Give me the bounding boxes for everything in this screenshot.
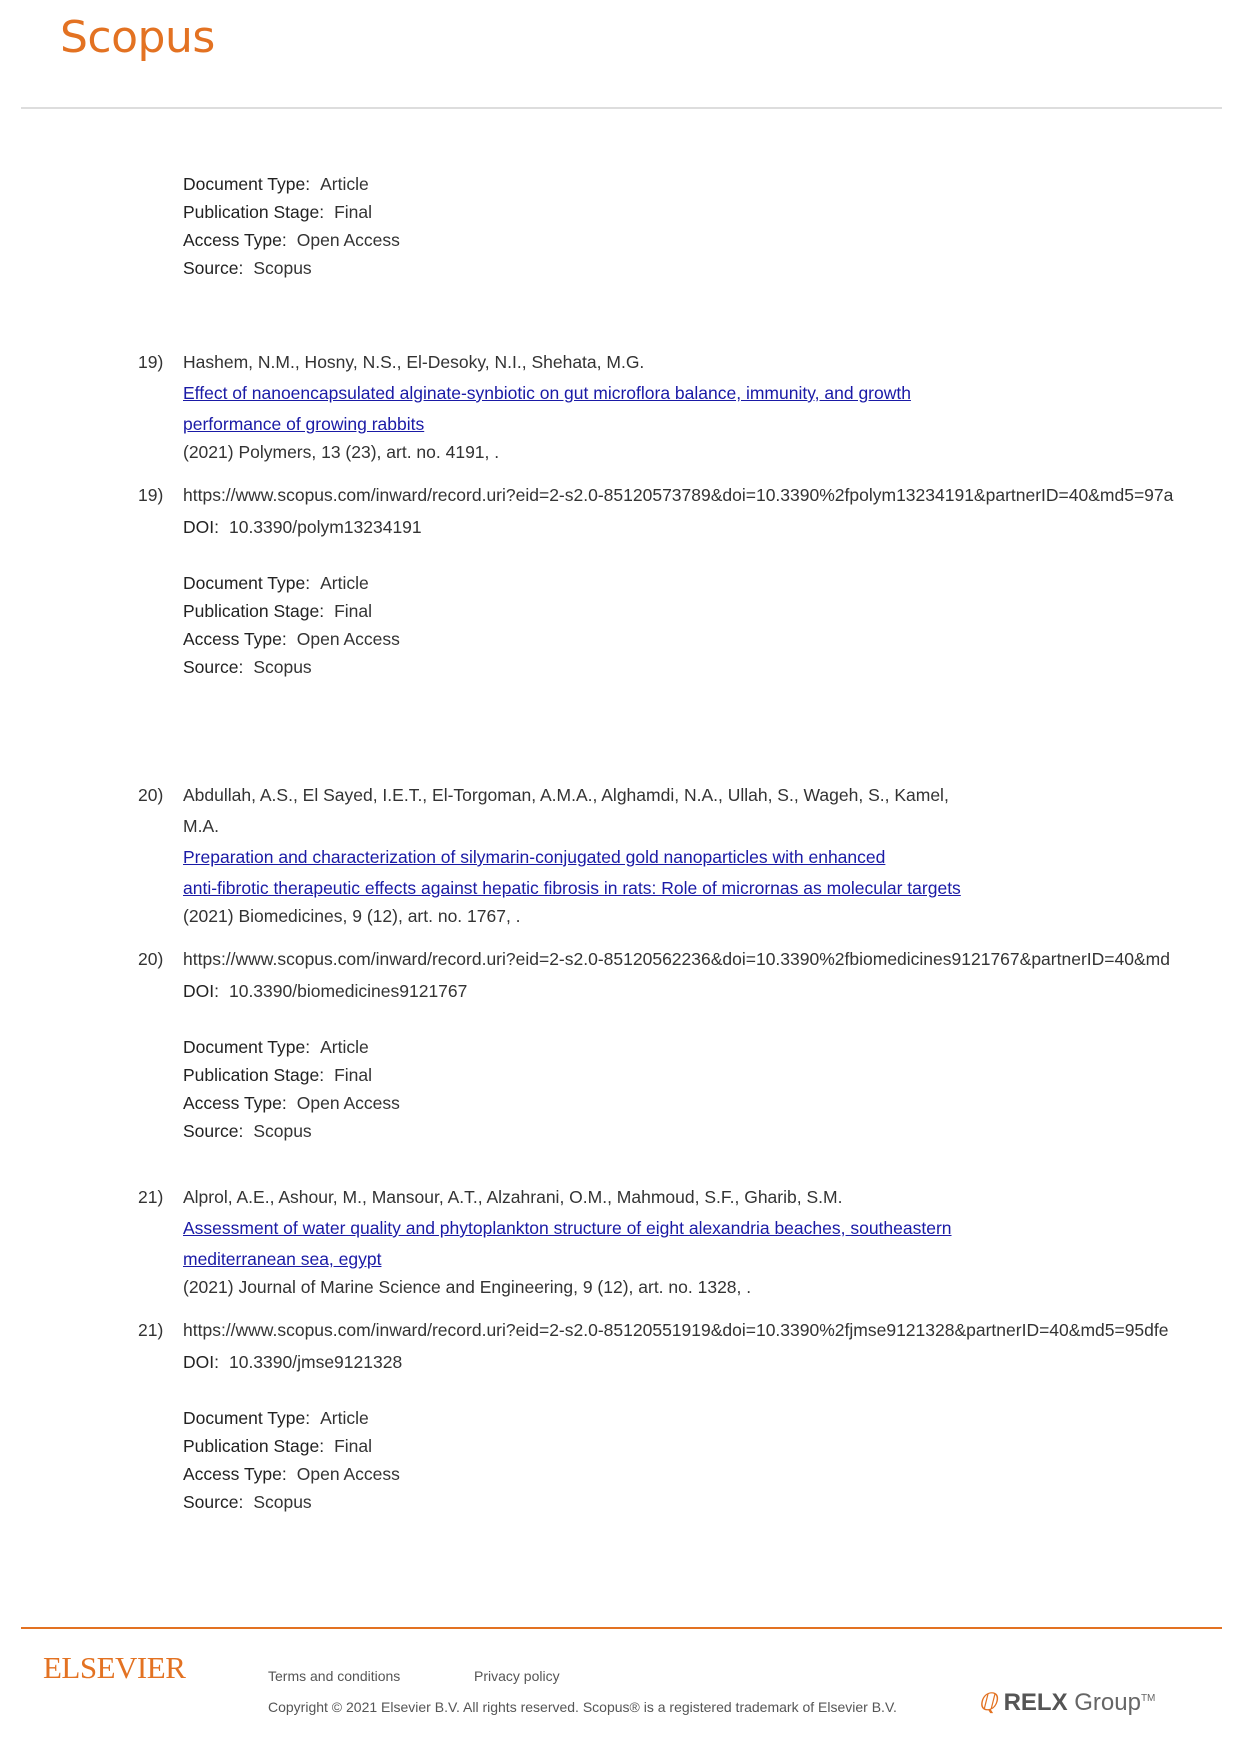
document-type xyxy=(183,1037,369,1057)
relx-mark-icon: ℚ xyxy=(978,1690,997,1716)
publication-stage-value: Final xyxy=(334,601,373,621)
source-value: Scopus xyxy=(253,1121,312,1141)
entry-number: 21) xyxy=(138,1320,164,1340)
title-line xyxy=(183,847,885,867)
entry-number: 21) xyxy=(138,1187,164,1207)
doi-label: DOI: xyxy=(183,1352,219,1372)
access-type-label: Access Type: xyxy=(183,230,287,250)
publication-stage-value: Final xyxy=(334,1065,373,1085)
entry-number: 19) xyxy=(138,352,164,372)
access-type xyxy=(183,1093,400,1113)
source xyxy=(183,1492,312,1512)
citation: (2021) Polymers, 13 (23), art. no. 4191, . xyxy=(183,442,500,462)
article-title-link[interactable]: Effect of nanoencapsulated alginate-synbiotic on gut microflora balance, immunity, and growth xyxy=(183,383,911,403)
document-type xyxy=(183,174,369,194)
article-title-link[interactable]: anti-fibrotic therapeutic effects against hepatic fibrosis in rats: Role of micrornas as molecular targets xyxy=(183,878,961,898)
access-type-label: Access Type: xyxy=(183,1464,287,1484)
title-line xyxy=(183,878,961,898)
doi xyxy=(183,517,422,537)
title-line xyxy=(183,1249,381,1269)
document-type-label: Document Type: xyxy=(183,1037,311,1057)
document-type-value: Article xyxy=(320,174,369,194)
document-type-value: Article xyxy=(320,573,369,593)
access-type-label: Access Type: xyxy=(183,629,287,649)
scopus-logo: Scopus xyxy=(60,12,215,63)
publication-stage xyxy=(183,202,372,222)
doi-value: 10.3390/polym13234191 xyxy=(228,517,422,537)
record-url[interactable]: https://www.scopus.com/inward/record.uri?eid=2-s2.0-85120562236&doi=10.3390%2fbiomedicines9121767&partnerID=40&md xyxy=(183,949,1170,969)
source-label: Source: xyxy=(183,1121,244,1141)
publication-stage-label: Publication Stage: xyxy=(183,202,325,222)
document-type-value: Article xyxy=(320,1408,369,1428)
doi-value: 10.3390/jmse9121328 xyxy=(228,1352,403,1372)
copyright-text: Copyright © 2021 Elsevier B.V. All rights reserved. Scopus® is a registered trademark of Elsevier B.V. xyxy=(268,1699,897,1715)
record-url[interactable]: https://www.scopus.com/inward/record.uri?eid=2-s2.0-85120551919&doi=10.3390%2fjmse9121328&partnerID=40&md5=95dfe xyxy=(183,1320,1169,1340)
source-value: Scopus xyxy=(253,657,312,677)
document-type xyxy=(183,573,369,593)
access-type-value: Open Access xyxy=(296,1093,400,1113)
authors: M.A. xyxy=(183,816,219,836)
document-type-value: Article xyxy=(320,1037,369,1057)
publication-stage-value: Final xyxy=(334,202,373,222)
entry-number: 20) xyxy=(138,785,164,805)
source xyxy=(183,1121,312,1141)
citation: (2021) Biomedicines, 9 (12), art. no. 1767, . xyxy=(183,906,521,926)
source-label: Source: xyxy=(183,258,244,278)
access-type-value: Open Access xyxy=(296,230,400,250)
article-title-link[interactable]: mediterranean sea, egypt xyxy=(183,1249,382,1269)
document-type-label: Document Type: xyxy=(183,1408,311,1428)
title-line xyxy=(183,414,424,434)
publication-stage xyxy=(183,1436,372,1456)
publication-stage-label: Publication Stage: xyxy=(183,601,325,621)
access-type xyxy=(183,629,400,649)
entry-number: 19) xyxy=(138,485,164,505)
source-label: Source: xyxy=(183,1492,244,1512)
authors: Hashem, N.M., Hosny, N.S., El-Desoky, N.I., Shehata, M.G. xyxy=(183,352,645,372)
privacy-link[interactable]: Privacy policy xyxy=(474,1668,560,1684)
doi-label: DOI: xyxy=(183,517,219,537)
elsevier-logo: ELSEVIER xyxy=(43,1650,186,1685)
publication-stage xyxy=(183,601,372,621)
article-title-link[interactable]: Assessment of water quality and phytoplankton structure of eight alexandria beaches, southeastern xyxy=(183,1218,952,1238)
title-line xyxy=(183,383,911,403)
header-divider xyxy=(21,107,1222,109)
publication-stage-label: Publication Stage: xyxy=(183,1436,325,1456)
citation: (2021) Journal of Marine Science and Engineering, 9 (12), art. no. 1328, . xyxy=(183,1277,752,1297)
doi xyxy=(183,1352,402,1372)
source xyxy=(183,657,312,677)
source-label: Source: xyxy=(183,657,244,677)
document-type xyxy=(183,1408,369,1428)
article-title-link[interactable]: Preparation and characterization of silymarin-conjugated gold nanoparticles with enhanced xyxy=(183,847,886,867)
title-line xyxy=(183,1218,952,1238)
publication-stage xyxy=(183,1065,372,1085)
publication-stage-value: Final xyxy=(334,1436,373,1456)
access-type xyxy=(183,1464,400,1484)
source-value: Scopus xyxy=(253,258,312,278)
access-type-value: Open Access xyxy=(296,629,400,649)
entry-number: 20) xyxy=(138,949,164,969)
source xyxy=(183,258,312,278)
authors: Abdullah, A.S., El Sayed, I.E.T., El-Torgoman, A.M.A., Alghamdi, N.A., Ullah, S., Wageh, S., Kamel, xyxy=(183,785,949,805)
doi-label: DOI: xyxy=(183,981,219,1001)
authors: Alprol, A.E., Ashour, M., Mansour, A.T., Alzahrani, O.M., Mahmoud, S.F., Gharib, S.M. xyxy=(183,1187,843,1207)
access-type-label: Access Type: xyxy=(183,1093,287,1113)
relx-logo: ℚ RELX Group™ xyxy=(978,1689,1156,1716)
document-type-label: Document Type: xyxy=(183,573,311,593)
footer-divider xyxy=(21,1627,1222,1629)
source-value: Scopus xyxy=(253,1492,312,1512)
terms-link[interactable]: Terms and conditions xyxy=(268,1668,401,1684)
access-type-value: Open Access xyxy=(296,1464,400,1484)
article-title-link[interactable]: performance of growing rabbits xyxy=(183,414,425,434)
doi xyxy=(183,981,467,1001)
document-type-label: Document Type: xyxy=(183,174,311,194)
publication-stage-label: Publication Stage: xyxy=(183,1065,325,1085)
record-url[interactable]: https://www.scopus.com/inward/record.uri?eid=2-s2.0-85120573789&doi=10.3390%2fpolym13234191&partnerID=40&md5=97a xyxy=(183,485,1174,505)
doi-value: 10.3390/biomedicines9121767 xyxy=(228,981,468,1001)
access-type xyxy=(183,230,400,250)
